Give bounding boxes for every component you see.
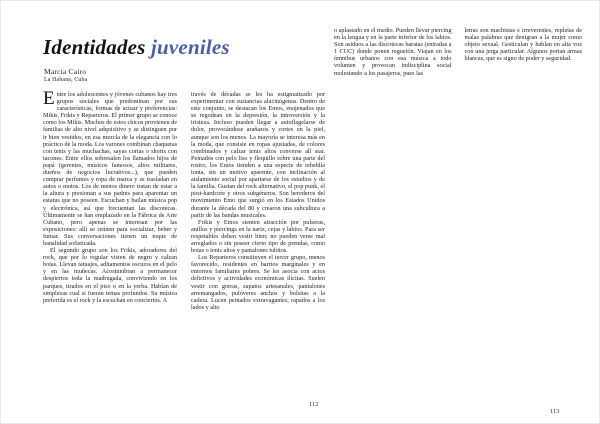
opening-paragraph (43, 88, 177, 247)
paragraph: o aplastado en el medio. Pueden llevar piercing en la lengua y en la parte inferior de los labios. Son asiduos a las discotecas baratas (entradas a 1 CUC) donde ponen reguetón. Viajan en los ómnibus urbanos con esa música a todo volumen y provocan indisciplina social molestando a los pasajeros, pues las (334, 27, 452, 77)
page-number-left: 112 (309, 401, 319, 408)
author-location: La Habana, Cuba (44, 77, 88, 83)
left-column-1-rest (43, 247, 177, 304)
right-column-2 (465, 27, 583, 77)
page-number-right: 113 (550, 408, 560, 415)
title-word-identidades: Identidades (43, 35, 146, 59)
title-word-juveniles: juveniles (151, 35, 230, 59)
left-column-2 (191, 91, 325, 311)
left-column-1 (43, 88, 177, 311)
paragraph: letras son machistas e irreverentes, repletas de malas palabras que denigran a la mujer como objeto sexual. Gesticulan y hablan en alta voz con una jerga particular. Algunos portan armas blancas, que es signo de poder y seguridad. (464, 27, 582, 63)
paragraph: Los Reparteros constituyen el tercer grupo, menos favorecido, residentes en barrios marginales y en entornos familiares pobres. Se les asocia con actos delictivos y actividades económicas ilícitas. Suelen vestir con gorras, zapatos artesanales, pantalones arremangados, pulóveres anchos y bolsitas a la cadera. Lucen peinados extravagantes, rapados a los lados y alto (191, 254, 325, 311)
dropcap-letter: E (43, 88, 55, 109)
right-column-1 (334, 27, 452, 77)
article-title (43, 35, 230, 60)
author-name: Marcia Cairo (44, 67, 87, 76)
paragraph: través de décadas se les ha estigmatizado por experimentar con sustancias alucinógenas. Dentro de este conjunto, se destacan los Emos, enajenados que se regodean en la depresión, la introversión y la tristeza. Incluso pueden llegar a autoflagelarse de dolor, provocándose arañazos y cortes en la piel, aunque son los menos. La mayoría se interesa más en la moda, que consiste en ropas ajustadas, de colores combinados y calzar tenis altos converse all star. Peinados con pelo liso y flequillo sobre una parte del rostro, los Emos tienden a una especie de rebeldía tonta, sin un motivo aparente, con inclinación al aislamiento social por apartarse de los estudios y de la familia. Gustan del rock alternativo, el pop punk, el post-hardcore y otros subgéneros. Son herederos del movimiento Emo que surgió en los Estados Unidos durante la década del 80 y crearon una subcultura a partir de las bandas musicales. (191, 91, 325, 219)
paragraph: Frikis y Emos sienten atracción por pulseras, anillos y piercings en la nariz, cejas y labios. Para ser respetables deben vestir bien; no pueden verse mal arreglados o sin poseer cierto tipo de prendas, como botas o tenis altos y pantalones tubitos. (191, 218, 325, 255)
paragraph-text: ntre los adolescentes y jóvenes cubanos hay tres grupos sociales que predominan por sus características, formas de actuar y preferencias: Mikis, Frikis y Reparteros. El primer grupo se conoce como los Mikis. Muchos de estos chicos provienen de familias de alto nivel adquisitivo y se distinguen por ir bien vestidos, en esa mezcla de la elegancia con lo práctico de la moda. Los varones combinan chaquetas con tenis y las muchachas, sayas cortas o shorts con tacones. Entre ellos sobresalen los llamados hijos de papá (gerentes, músicos famosos, altos militares, dueños de negocios lucrativos...), que pueden comprar perfumes y ropa de marca y se trasladan en autos o motos. Los de menos dinero tratan de estar a la altura y presionan a sus padres para aparentar un estatus que no poseen. Escuchan y bailan música pop y electrónica, así que frecuentan las discotecas. Últimamente se han emplazado en la Fábrica de Arte Cubano, pero apenas se interesan por las exposiciones: allí se reúnen para socializar, beber y fumar. Sus conversaciones tienen un toque de banalidad sofisticada. (43, 91, 177, 247)
paragraph: El segundo grupo son los Frikis, adoradores del rock, que por lo regular visten de negro y calzan botas. Llevan tatuajes, aditamentos oscuros en el pelo y en las muñecas. Acostumbran a permanecer despiertos toda la madrugada, conviviendo en los parques, tirados en el piso o en la yerba. Hablan de simplezas cual si fueran temas profundos. Su música preferida es el rock y la escuchan en conciertos. A (43, 247, 177, 304)
right-page-columns (334, 27, 582, 77)
left-page-columns (43, 88, 325, 311)
